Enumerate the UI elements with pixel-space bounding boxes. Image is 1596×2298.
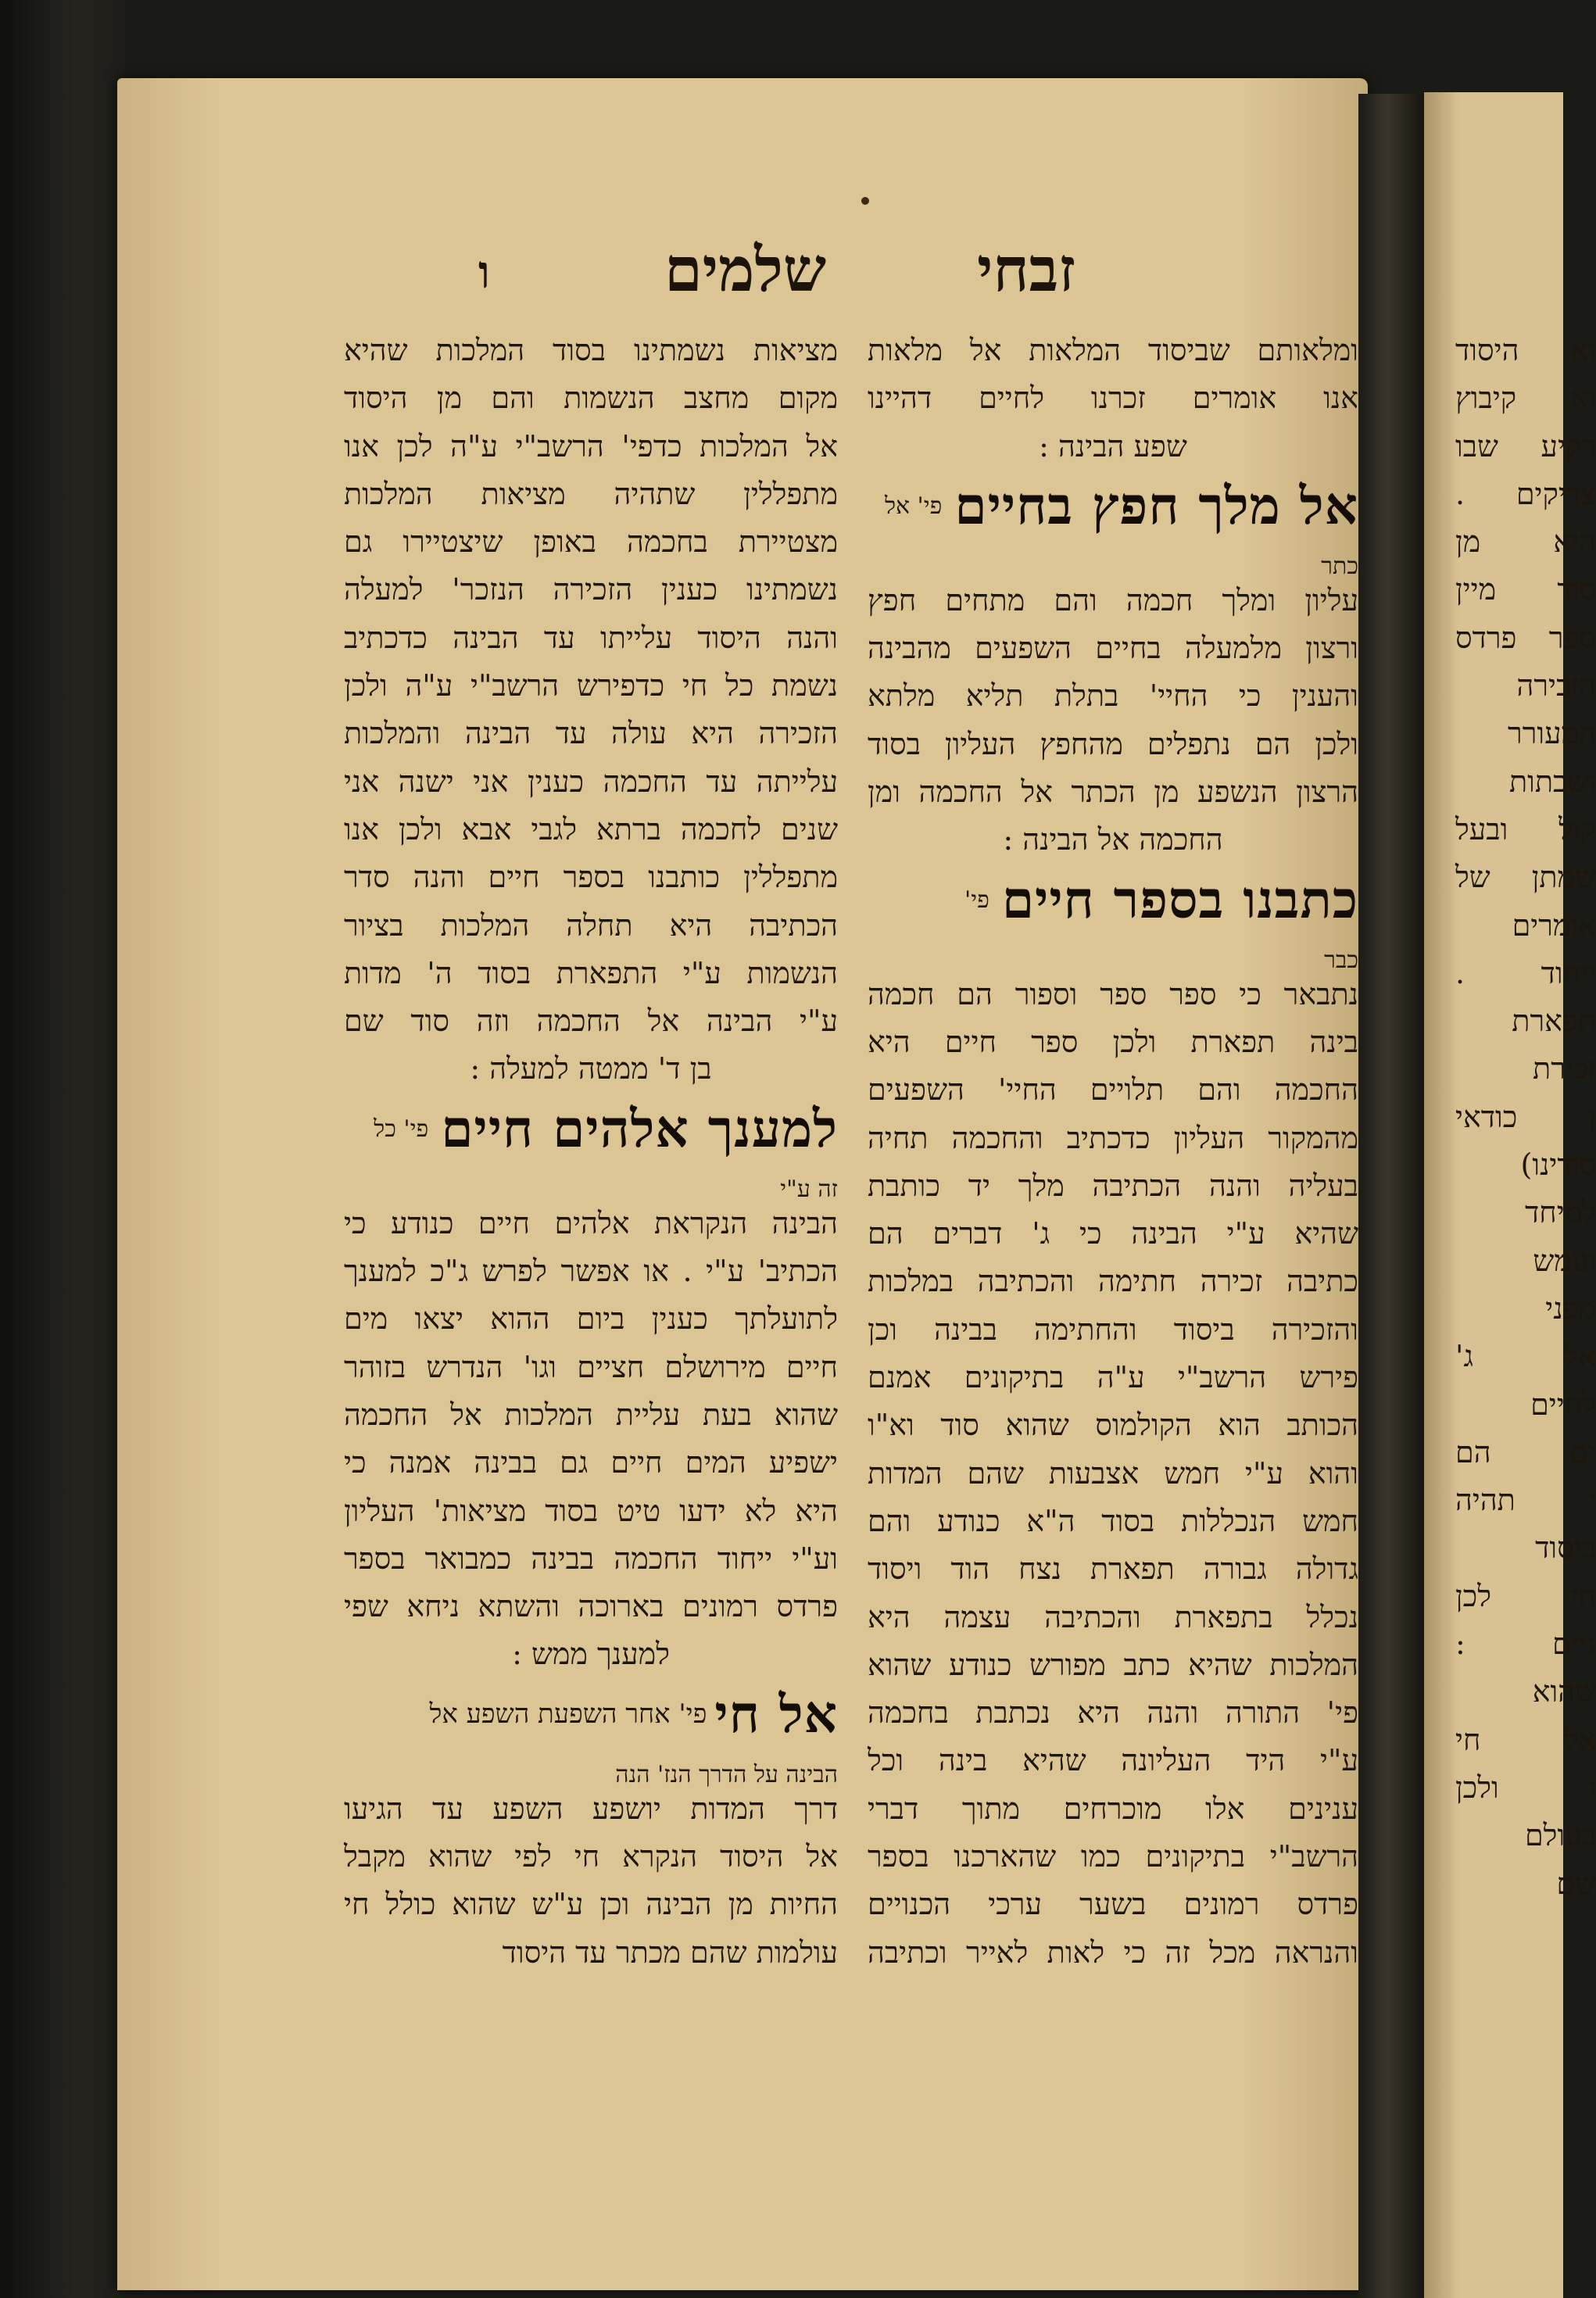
text-line: מתפללין שתהיה מציאות המלכות <box>344 476 838 511</box>
text-line: מציאות נשמתינו בסוד המלכות שהיא <box>344 333 838 367</box>
heading-gloss: פי' <box>964 886 989 915</box>
text-line: עולמות שהם מכתר עד היסוד <box>502 1935 838 1970</box>
text-line: מקום מחצב הנשמות והם מן היסוד <box>344 381 838 416</box>
right-column-opening-lines <box>868 327 1358 471</box>
running-header <box>117 234 1368 320</box>
text-line: והענין כי החיי' בתלת תליא מלתא <box>868 678 1358 714</box>
facing-text-line: בעולם <box>1524 1818 1596 1853</box>
heading-gloss: פי' כל <box>374 1115 429 1144</box>
text-line: והנה היסוד עלייתו עד הבינה כדכתיב <box>344 620 838 655</box>
text-line: שפע הבינה : <box>1039 428 1187 464</box>
text-line: הרצון הנשפע מן הכתר אל החכמה ומן <box>868 775 1358 810</box>
heading-continuation: זה ע"י <box>780 1175 838 1203</box>
facing-text-line: ן כודאי <box>1455 1099 1596 1134</box>
text-line: אל המלכות כדפי' הרשב"י ע"ה לכן אנו <box>344 428 838 464</box>
text-line: החכמה אל הבינה : <box>1003 822 1223 857</box>
text-line: פי' התורה והנה היא נכתבת בחכמה <box>868 1695 1358 1731</box>
text-line: ומלאותם שביסוד המלאות אל מלאות <box>868 333 1358 367</box>
text-line: היא לא ידעו טיט בסוד מציאות' העליון <box>344 1493 838 1528</box>
text-line: ולכן הם נתפלים מהחפץ העליון בסוד <box>868 726 1358 761</box>
ink-dot <box>861 197 869 205</box>
left-column-commentary <box>344 1200 838 1679</box>
text-line: נתבאר כי ספר ספר וספור הם חכמה <box>868 976 1358 1011</box>
facing-text-line: שמתן של <box>1455 860 1596 895</box>
text-line: מצטיירת בחכמה באופן שיצטיירו גם <box>344 524 838 560</box>
text-line: שהיא ע"י הבינה כי ג' דברים הם <box>868 1216 1358 1251</box>
facing-text-line: ניים : <box>1455 1627 1596 1662</box>
text-line: הרשב"י בתיקונים כמו שהארכנו בספר <box>868 1839 1358 1874</box>
left-text-column <box>344 327 838 1977</box>
text-line: הזכירה היא עולה עד הבינה והמלכות <box>344 716 838 751</box>
text-line: אנו אומרים זכרנו לחיים דהיינו <box>868 381 1358 416</box>
facing-text-line: וא קיבוץ <box>1455 381 1596 416</box>
facing-text-line: הזכירה <box>1516 668 1596 703</box>
facing-text-line: אומרים <box>1512 907 1596 943</box>
text-line: פרדס רמונים בארוכה והשתא ניחא שפי <box>344 1589 838 1624</box>
facing-text-line: ייחוד . <box>1455 955 1596 990</box>
facing-text-line: אל ג' <box>1455 1339 1596 1374</box>
text-line: הכתיב' ע"י . או אפשר לפרש ג"כ למענך <box>344 1254 838 1289</box>
text-line: נשמתינו כענין הזכירה הנזכר' למעלה <box>344 572 838 607</box>
text-line: הכותב הוא הקולמוס שהוא סוד וא"ו <box>868 1408 1358 1443</box>
text-line: גדולה גבורה תפארת נצח הוד ויסוד <box>868 1552 1358 1587</box>
right-column-commentary <box>868 971 1358 1977</box>
text-line: ישפיע המים חיים גם בבינה אמנה כי <box>344 1445 838 1480</box>
text-line: דרך המדות יושפע השפע עד הגיעו <box>344 1791 838 1826</box>
text-line: והוא ע"י חמש אצבעות שהם המדות <box>868 1455 1358 1491</box>
facing-page-fragment <box>1424 92 1596 2298</box>
heading-text: אל חי <box>714 1684 838 1745</box>
facing-text-line: אל חי <box>1455 1722 1596 1757</box>
facing-text-line: היא מן <box>1455 524 1596 560</box>
heading-continuation: כבר <box>1324 946 1358 974</box>
facing-text-line: המעורר <box>1508 716 1596 751</box>
heading-continuation: הבינה על הדרך הנז' הנה <box>615 1760 838 1788</box>
text-line: בעליה והנה הכתיבה מלך יד כותבת <box>868 1168 1358 1203</box>
text-line: חיים מירושלם חציים וגו' הנדרש בזוהר <box>344 1349 838 1384</box>
text-line: עליון ומלך חכמה והם מתחים חפץ <box>868 582 1358 617</box>
text-line: פרדס רמונים בשער ערכי הכנויים <box>868 1887 1358 1922</box>
text-line: ורצון מלמעלה בחיים השפעים מהבינה <box>868 631 1358 666</box>
text-line: אל היסוד הנקרא חי לפי שהוא מקבל <box>344 1839 838 1874</box>
text-line: עלייתה עד החכמה כענין אני ישנה אני <box>344 764 838 799</box>
left-column-commentary <box>344 1785 838 1977</box>
text-line: ע"י הבינה אל החכמה וזה סוד שם <box>344 1004 838 1039</box>
section-heading <box>868 864 1358 936</box>
right-text-column <box>868 327 1358 1977</box>
text-line: שנים לחכמה ברתא לגבי אבא ולכן אנו <box>344 811 838 847</box>
text-line: הבינה הנקראת אלהים חיים כנודע כי <box>344 1205 838 1240</box>
text-line: החיות מן הבינה וכן ע"ש שהוא כולל חי <box>344 1887 838 1922</box>
section-heading <box>868 471 1358 542</box>
heading-text: כתבנו בספר חיים <box>1001 869 1358 931</box>
text-line: מתפללין כותבנו בספר חיים והנה סדר <box>344 860 838 895</box>
text-line: לתועלתך כענין ביום ההוא יצאו מים <box>344 1301 838 1337</box>
text-line: נשמת כל חי כדפירש הרשב"י ע"ה ולכן <box>344 668 838 703</box>
book-gutter <box>1358 94 1429 2298</box>
facing-text-line: ו ולכן <box>1455 1770 1596 1805</box>
facing-text-line: למיחד <box>1524 1195 1596 1230</box>
text-line: והנראה מכל זה כי לאות לאייר וכתיבה <box>868 1935 1358 1970</box>
facing-page-text <box>1455 327 1596 1908</box>
text-line: והזכירה ביסוד והחתימה בבינה וכן <box>868 1312 1358 1347</box>
facing-text-line: צדיקים . <box>1455 476 1596 511</box>
facing-text-line: ספר פרדס <box>1455 620 1596 655</box>
heading-text: אל מלך חפץ בחיים <box>954 475 1358 537</box>
text-line: מהמקור העליון כדכתיב והחכמה תחיה <box>868 1120 1358 1155</box>
text-line: נכלל בתפארת והכתיבה עצמה היא <box>868 1599 1358 1634</box>
left-column-commentary <box>344 327 838 1094</box>
facing-text-line: חי לכן <box>1455 1578 1596 1613</box>
text-line: הנשמות ע"י התפארת בסוד ה' מדות <box>344 955 838 990</box>
facing-text-line: קול ובעל <box>1455 811 1596 847</box>
text-line: ענינים אלו מוכרחים מתוך דברי <box>868 1791 1358 1826</box>
facing-text-line: ביסוד <box>1535 1530 1596 1566</box>
text-line: פירש הרשב"י ע"ה בתיקונים אמנם <box>868 1360 1358 1395</box>
heading-gloss: פי' אל <box>884 492 943 521</box>
facing-text-line: שהוא <box>1532 1674 1596 1709</box>
text-line: בן ד' ממטה למעלה : <box>470 1051 712 1086</box>
facing-text-line: ים הם <box>1455 1434 1596 1469</box>
heading-continuation: כתר <box>1321 552 1358 580</box>
section-heading <box>344 1679 838 1751</box>
facing-text-line: לחיים <box>1530 1387 1596 1422</box>
text-line: המלכות שהיא כתב מפורש כנודע שהוא <box>868 1647 1358 1682</box>
heading-text: למענך אלהים חיים <box>441 1098 838 1160</box>
text-line: הכתיבה היא תחלה המלכות בציור <box>344 907 838 943</box>
facing-text-line: תפארת <box>1512 1004 1596 1039</box>
facing-text-line: י תהיה <box>1455 1483 1596 1518</box>
header-title-left: שלמים <box>664 234 827 306</box>
right-column-commentary <box>868 577 1358 864</box>
heading-gloss: פי' אחר השפעת השפע אל <box>429 1698 707 1731</box>
facing-text-line: סודינו) <box>1520 1147 1596 1183</box>
facing-text-line: ועמש <box>1533 1243 1596 1278</box>
text-line: חמש הנכללות בסוד ה"א כנודע והם <box>868 1503 1358 1538</box>
text-line: החכמה והם תלויים החיי' השפעים <box>868 1072 1358 1108</box>
header-title-right: זבחי <box>977 234 1075 306</box>
facing-text-line: שם <box>1556 1866 1596 1901</box>
page-number: ו <box>478 245 490 299</box>
facing-text-line: רקיע שבו <box>1455 428 1596 464</box>
facing-text-line: מפני <box>1545 1290 1596 1326</box>
text-line: למענך ממש : <box>512 1637 670 1672</box>
facing-text-line: ושבתות <box>1508 764 1596 799</box>
text-line: כתיבה זכירה חתימה והכתיבה במלכות <box>868 1264 1358 1299</box>
facing-text-line: סוד מיין <box>1455 572 1596 607</box>
facing-text-line: זכירת <box>1533 1051 1596 1086</box>
text-line: וע"י ייחוד החכמה בבינה כמבואר בספר <box>344 1541 838 1576</box>
section-heading <box>344 1094 838 1165</box>
text-line: בינה תפארת ולכן ספר חיים היא <box>868 1024 1358 1059</box>
facing-text-line: וא היסוד <box>1455 333 1596 367</box>
book-cover-edge <box>0 0 125 2298</box>
text-line: שהוא בעת עליית המלכות אל החכמה <box>344 1397 838 1432</box>
text-line: ע"י היד העליונה שהיא בינה וכל <box>868 1743 1358 1778</box>
